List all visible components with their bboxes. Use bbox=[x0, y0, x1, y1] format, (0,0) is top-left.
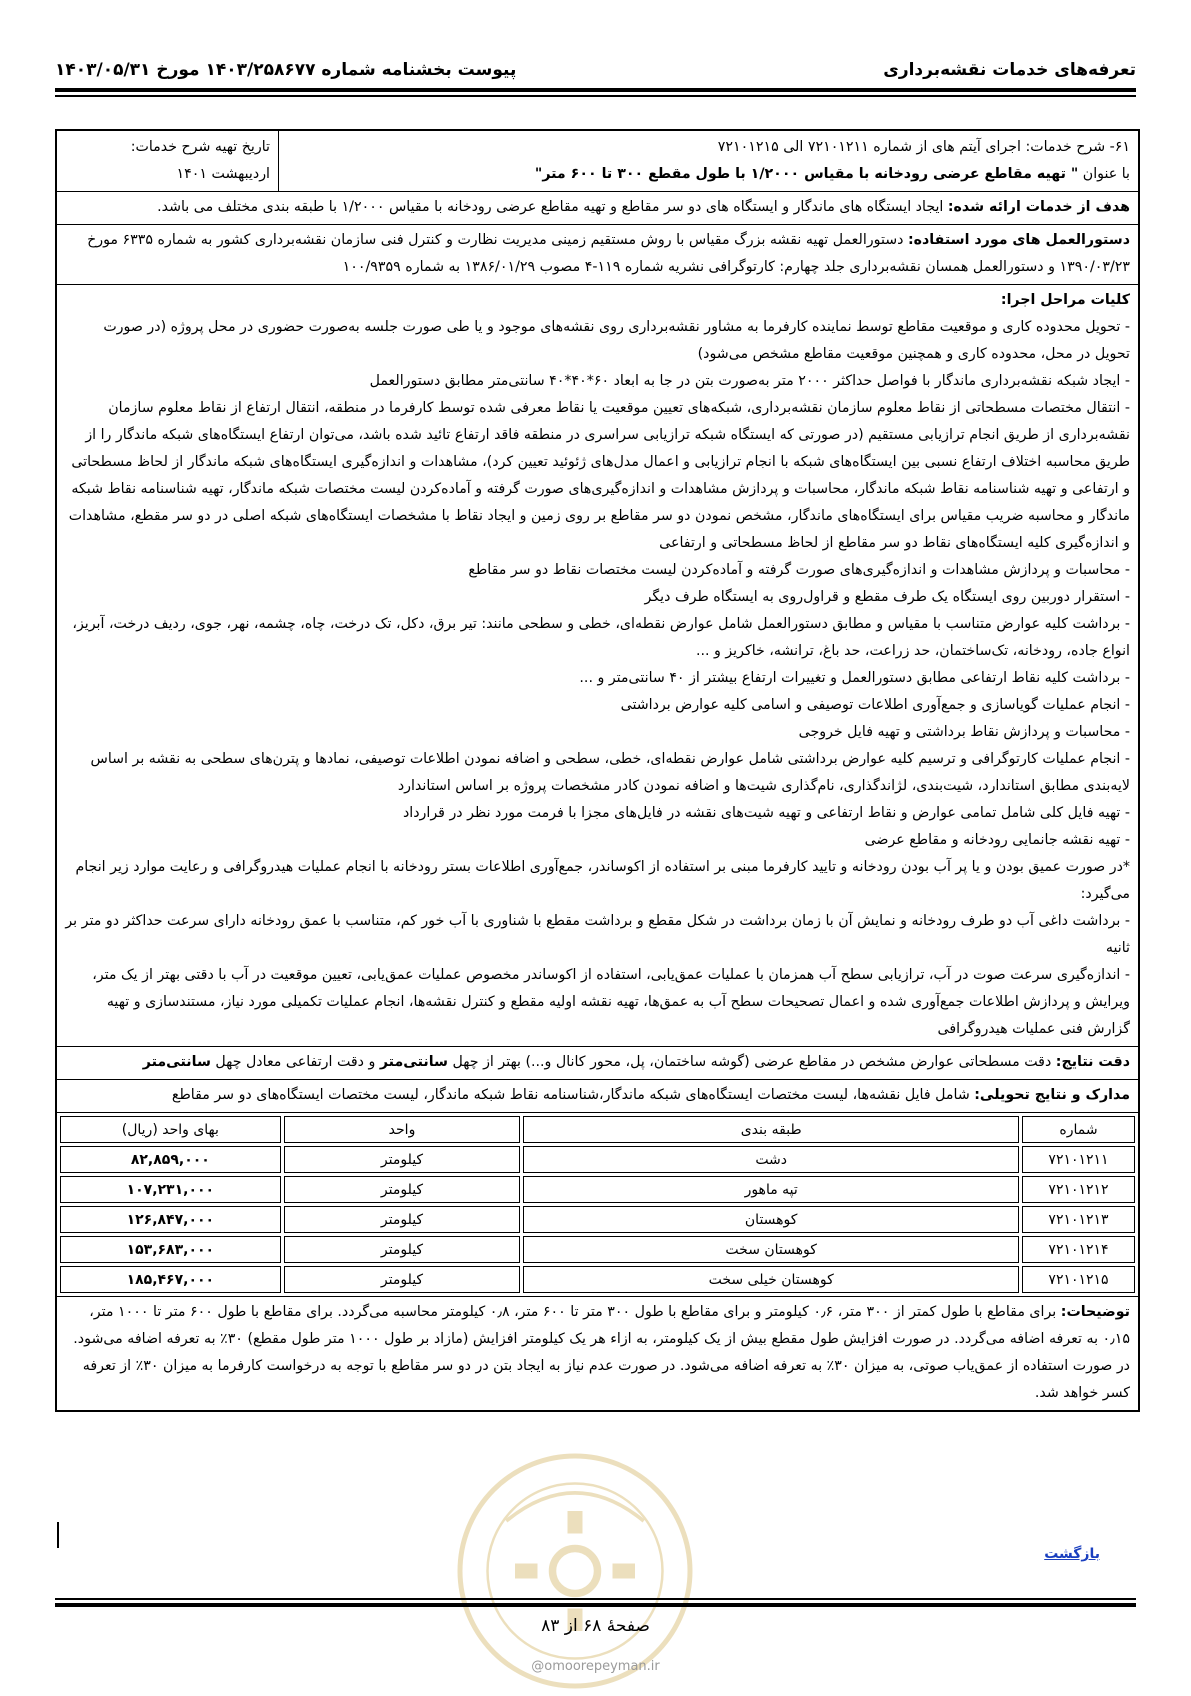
step-item: - ایجاد شبکه نقشه‌برداری ماندگار با فواصل حداکثر ۲۰۰۰ متر به‌صورت بتن در جا به ابعاد ۶۰*۴۰*۴۰ سانتی‌متر مطابق دستورالعمل bbox=[369, 373, 1130, 389]
instructions-row bbox=[57, 225, 1138, 285]
price-cell: ۱۰۷,۲۳۱,۰۰۰ bbox=[60, 1176, 281, 1203]
class-cell: دشت bbox=[523, 1146, 1019, 1173]
code-cell: ۷۲۱۰۱۲۱۵ bbox=[1022, 1266, 1135, 1293]
header-unit: واحد bbox=[284, 1116, 521, 1143]
service-title-row bbox=[57, 131, 1138, 192]
footer-rule-thin bbox=[55, 1598, 1136, 1600]
service-sheet bbox=[55, 129, 1140, 1412]
page-header bbox=[55, 52, 1136, 88]
step-item: - محاسبات و پردازش مشاهدات و اندازه‌گیری‌های صورت گرفته و آماده‌کردن لیست مختصات نقاط دو سر مقاطع bbox=[468, 562, 1130, 578]
deliverables-row bbox=[57, 1080, 1138, 1113]
table-row bbox=[60, 1236, 1135, 1263]
table-row bbox=[60, 1266, 1135, 1293]
class-cell: تپه ماهور bbox=[523, 1176, 1019, 1203]
table-row bbox=[60, 1206, 1135, 1233]
code-cell: ۷۲۱۰۱۲۱۳ bbox=[1022, 1206, 1135, 1233]
header-rule-thin bbox=[55, 95, 1136, 97]
footer-rule-thick bbox=[55, 1603, 1136, 1607]
steps-label: کلیات مراحل اجرا: bbox=[1000, 292, 1130, 308]
pricing-table bbox=[57, 1113, 1138, 1296]
step-item: - انجام عملیات کارتوگرافی و ترسیم کلیه عوارض برداشتی شامل عوارض نقطه‌ای، خطی، سطحی و اضافه نمودن اطلاعات توصیفی، نمادها و پترن‌های سطحی به نقشه بر اساس لایه‌بندی مطابق استاندارد، شیت‌بندی، لژاندگذاری، نام‌گذاری شیت‌ها و اضافه نمودن کادر مشخصات پروژه بر اساس استاندارد bbox=[90, 751, 1130, 794]
code-cell: ۷۲۱۰۱۲۱۴ bbox=[1022, 1236, 1135, 1263]
goal-text: ایجاد ایستگاه های ماندگار و ایستگاه های دو سر مقاطع و تهیه مقاطع عرضی رودخانه با مقیاس ۱/۲۰۰۰ با طبقه بندی مختلف می باشد. bbox=[157, 199, 948, 215]
deliverables-text: شامل فایل نقشه‌ها، لیست مختصات ایستگاه‌های شبکه ماندگار،شناسنامه نقاط شبکه ماندگار، لیست مختصات ایستگاه‌های دو سر مقاطع bbox=[171, 1087, 975, 1103]
header-rule-thick bbox=[55, 88, 1136, 92]
class-cell: کوهستان bbox=[523, 1206, 1019, 1233]
accuracy-label: دقت نتایج: bbox=[1055, 1054, 1130, 1070]
notes-text: برای مقاطع با طول کمتر از ۳۰۰ متر، ۰٫۶ کیلومتر و برای مقاطع با طول ۳۰۰ متر تا ۶۰۰ متر، ۰٫۸ کیلومتر محاسبه می‌گردد. برای مقاطع با طول ۶۰۰ متر تا ۱۰۰۰ متر، ۰٫۱۵ به تعرفه اضافه می‌گردد. در صورت افزایش طول مقطع بیش از یک کیلومتر، به ازاء هر یک کیلومتر افزایش (مازاد بر طول ۱۰۰۰ متر طول مقطع) ۳۰٪ به تعرفه اضافه می‌شود. در صورت استفاده از عمق‌یاب صوتی، به میزان ۳۰٪ به تعرفه اضافه می‌شود. در صورت عدم نیاز به ایجاد بتن در دو سر مقاطع با توجه به درخواست کارفرما به میزان ۳۰٪ از تعرفه کسر خواهد شد. bbox=[73, 1304, 1130, 1401]
unit-cell: کیلومتر bbox=[284, 1236, 521, 1263]
instructions-label: دستورالعمل های مورد استفاده: bbox=[907, 232, 1130, 248]
step-item: - اندازه‌گیری سرعت صوت در آب، ترازیابی سطح آب همزمان با عملیات عمق‌یابی، استفاده از اکوساندر مخصوص عملیات عمق‌یابی، تعیین موقعیت در آب با دقتی بهتر از یک متر، ویرایش و پردازش اطلاعات جمع‌آوری شده و اعمال تصحیحات سطح آب به عمق‌ها، تهیه نقشه اولیه مقطع و کنترل نقشه‌ها، انجام عملیات تکمیلی مورد نیاز، مستندسازی و تهیه گزارش فنی عملیات هیدروگرافی bbox=[92, 967, 1130, 1037]
price-cell: ۱۸۵,۴۶۷,۰۰۰ bbox=[60, 1266, 281, 1293]
unit-cell: کیلومتر bbox=[284, 1176, 521, 1203]
header-price: بهای واحد (ریال) bbox=[60, 1116, 281, 1143]
step-item: - تهیه نقشه جانمایی رودخانه و مقاطع عرضی bbox=[864, 832, 1130, 848]
page-number: صفحهٔ ۶۸ از ۸۳ bbox=[541, 1616, 650, 1636]
table-row bbox=[60, 1146, 1135, 1173]
text-cursor bbox=[57, 1522, 59, 1548]
price-cell: ۸۲,۸۵۹,۰۰۰ bbox=[60, 1146, 281, 1173]
header-class: طبقه بندی bbox=[523, 1116, 1019, 1143]
pricing-table-row bbox=[57, 1113, 1138, 1297]
service-line1: ۶۱- شرح خدمات: اجرای آیتم های از شماره ۷۲۱۰۱۲۱۱ الی ۷۲۱۰۱۲۱۵ bbox=[717, 139, 1130, 155]
back-link[interactable]: بازگشت bbox=[1044, 1546, 1100, 1562]
service-description bbox=[279, 131, 1138, 191]
service-title: " تهیه مقاطع عرضی رودخانه با مقیاس ۱/۲۰۰۰ با طول مقطع ۳۰۰ تا ۶۰۰ متر" bbox=[534, 166, 1079, 182]
step-item: - محاسبات و پردازش نقاط برداشتی و تهیه فایل خروجی bbox=[798, 724, 1130, 740]
unit-cell: کیلومتر bbox=[284, 1266, 521, 1293]
step-item: - تحویل محدوده کاری و موقعیت مقاطع توسط نماینده کارفرما به مشاور نقشه‌برداری روی نقشه‌های موجود و یا طی صورت جلسه به‌صورت حضوری در محل پروژه (در صورت تحویل در محل، محدوده کاری و همچنین موقعیت مقاطع مشخص می‌شود) bbox=[103, 319, 1130, 362]
step-item: - برداشت داغی آب دو طرف رودخانه و نمایش آن با زمان برداشت در شکل مقطع و برداشت مقطع با شناوری با آب خور کم، متناسب با عمق رودخانه دارای سرعت حداکثر دو متر بر ثانیه bbox=[65, 913, 1130, 956]
step-item: - انتقال مختصات مسطحاتی از نقاط معلوم سازمان نقشه‌برداری، شبکه‌های تعیین موقعیت یا نقاط معرفی شده توسط کارفرما در منطقه، انتقال ارتفاع از نقاط معلوم سازمان نقشه‌برداری از طریق انجام ترازیابی مستقیم (در صورتی که ایستگاه شبکه ترازیابی سراسری در منطقه فاقد ارتفاع تائید شده باشد، می‌توان ارتفاع ایستگاه‌های شبکه ماندگار را از طریق محاسبه اختلاف ارتفاع نسبی بین ایستگاه‌های شبکه با انجام ترازیابی و اعمال مدل‌های ژئوئید تعیین کرد)، مشاهدات و اندازه‌گیری ایستگاه‌های شبکه ماندگار از لحاظ مسطحاتی و ارتفاعی و تهیه شناسنامه نقاط شبکه ماندگار، محاسبات و پردازش مشاهدات و اندازه‌گیری‌های صورت گرفته و آماده‌کردن لیست مختصات شبکه ماندگار، تهیه شناسنامه نقاط شبکه ماندگار و محاسبه ضریب مقیاس برای ایستگاه‌های ماندگار، مشخص نمودن دو سر مقاطع بر روی زمین و ایجاد نقاط با مشخصات ایستگاه‌های شبکه اصلی در دو سر مقطع، مشاهدات و اندازه‌گیری کلیه ایستگاه‌های نقاط دو سر مقاطع از لحاظ مسطحاتی و ارتفاعی bbox=[68, 400, 1130, 551]
step-item: - استقرار دوربین روی ایستگاه یک طرف مقطع و قراول‌روی به ایستگاه طرف دیگر bbox=[644, 589, 1130, 605]
service-date-cell bbox=[57, 131, 279, 191]
step-item: - انجام عملیات گویاسازی و جمع‌آوری اطلاعات توصیفی و اسامی کلیه عوارض برداشتی bbox=[620, 697, 1130, 713]
site-watermark: @omoorepeyman.ir bbox=[531, 1659, 660, 1674]
notes-label: توضیحات: bbox=[1060, 1304, 1130, 1320]
steps-section bbox=[57, 285, 1138, 1047]
header-left-title: پیوست بخشنامه شماره ۱۴۰۳/۲۵۸۶۷۷ مورخ ۱۴۰۳/۰۵/۳۱ bbox=[55, 60, 517, 80]
step-item: - برداشت کلیه نقاط ارتفاعی مطابق دستورالعمل و تغییرات ارتفاع بیشتر از ۴۰ سانتی‌متر و ... bbox=[579, 670, 1130, 686]
pricing-header-row bbox=[60, 1116, 1135, 1143]
step-item: - برداشت کلیه عوارض متناسب با مقیاس و مطابق دستورالعمل شامل عوارض نقطه‌ای، خطی و سطحی مانند: تیر برق، دکل، تک درخت، چاه، چشمه، نهر، جوی، ردیف درخت، آبریز، انواع جاده، رودخانه، تک‌ساختمان، حد زراعت، حد باغ، ترانشه، خاکریز و ... bbox=[72, 616, 1130, 659]
service-date-value: اردیبهشت ۱۴۰۱ bbox=[176, 166, 270, 182]
class-cell: کوهستان خیلی سخت bbox=[523, 1266, 1019, 1293]
step-item: - تهیه فایل کلی شامل تمامی عوارض و نقاط ارتفاعی و تهیه شیت‌های نقشه در فایل‌های مجزا با فرمت مورد نظر در قرارداد bbox=[402, 805, 1130, 821]
unit-cell: کیلومتر bbox=[284, 1206, 521, 1233]
code-cell: ۷۲۱۰۱۲۱۲ bbox=[1022, 1176, 1135, 1203]
deliverables-label: مدارک و نتایج تحویلی: bbox=[974, 1087, 1130, 1103]
table-row bbox=[60, 1176, 1135, 1203]
step-item: *در صورت عمیق بودن و یا پر آب بودن رودخانه و تایید کارفرما مبنی بر استفاده از اکوساندر، جمع‌آوری اطلاعات بستر رودخانه با انجام عملیات هیدروگرافی و رعایت موارد زیر انجام می‌گیرد: bbox=[75, 859, 1130, 902]
accuracy-row: دقت نتایج: دقت مسطحاتی عوارض مشخص در مقاطع عرضی (گوشه ساختمان، پل، محور کانال و...) بهتر از چهل سانتی‌متر و دقت ارتفاعی معادل چهل سانتی‌متر bbox=[57, 1047, 1138, 1080]
goal-row bbox=[57, 192, 1138, 225]
instructions-text: دستورالعمل تهیه نقشه بزرگ مقیاس با روش مستقیم زمینی مدیریت نظارت و کنترل فنی سازمان نقشه‌برداری کشور به شماره ۶۳۳۵ مورخ ۱۳۹۰/۰۳/۲۳ و دستورالعمل همسان نقشه‌برداری جلد چهارم: کارتوگرافی نشریه شماره ۱۱۹-۴ مصوب ۱۳۸۶/۰۱/۲۹ به شماره ۱۰۰/۹۳۵۹ bbox=[87, 232, 1130, 275]
service-line2: با عنوان " تهیه مقاطع عرضی رودخانه با مقیاس ۱/۲۰۰۰ با طول مقطع ۳۰۰ تا ۶۰۰ متر" bbox=[534, 166, 1130, 182]
header-right-title: تعرفه‌های خدمات نقشه‌برداری bbox=[883, 60, 1136, 80]
goal-label: هدف از خدمات ارائه شده: bbox=[947, 199, 1130, 215]
unit-cell: کیلومتر bbox=[284, 1146, 521, 1173]
price-cell: ۱۵۳,۶۸۳,۰۰۰ bbox=[60, 1236, 281, 1263]
notes-row bbox=[57, 1297, 1138, 1410]
service-date-label: تاریخ تهیه شرح خدمات: bbox=[130, 139, 270, 155]
price-cell: ۱۲۶,۸۴۷,۰۰۰ bbox=[60, 1206, 281, 1233]
code-cell: ۷۲۱۰۱۲۱۱ bbox=[1022, 1146, 1135, 1173]
header-code: شماره bbox=[1022, 1116, 1135, 1143]
class-cell: کوهستان سخت bbox=[523, 1236, 1019, 1263]
